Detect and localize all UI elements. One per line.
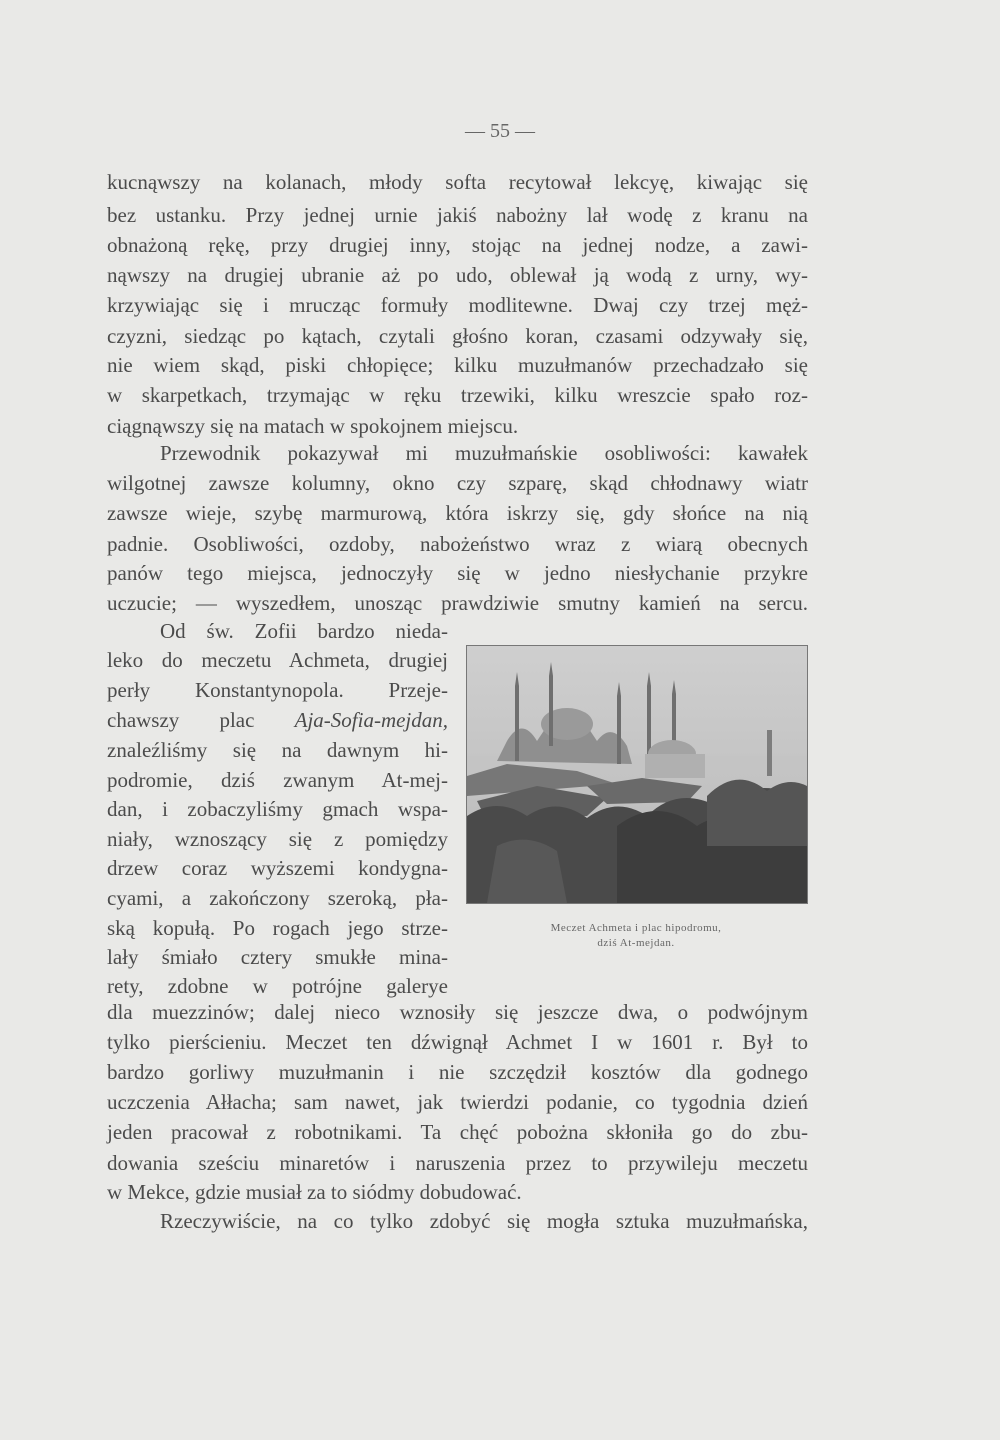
text-line: znaleźliśmy się na dawnym hi-: [107, 738, 448, 762]
text-line: ską kopułą. Po rogach jego strze-: [107, 916, 448, 940]
text-line: kucnąwszy na kolanach, młody softa recytował lekcyę, kiwając się: [107, 170, 808, 194]
text-line: perły Konstantynopola. Przeje-: [107, 678, 448, 702]
page-number: — 55 —: [465, 120, 535, 142]
text-fragment: chawszy plac: [107, 708, 255, 732]
text-line: czyzni, siedząc po kątach, czytali głośno koran, czasami odzywały się,: [107, 324, 808, 348]
text-line: [107, 705, 448, 735]
text-line: rety, zdobne w potrójne galerye: [107, 974, 448, 998]
text-line: bez ustanku. Przy jednej urnie jakiś nabożny lał wodę z kranu na: [107, 203, 808, 227]
figure-caption-line-2: dziś At-mejdan.: [597, 937, 675, 949]
text-line: bardzo gorliwy muzułmanin i nie szczędził kosztów dla godnego: [107, 1060, 808, 1084]
text-line: obnażoną rękę, przy drugiej inny, stojąc na jednej nodze, a zawi-: [107, 233, 808, 257]
text-line: uczczenia Ałłacha; sam nawet, jak twierdzi podanie, co tygodnia dzień: [107, 1090, 808, 1114]
text-line: tylko pierścieniu. Meczet ten dźwignął Achmet I w 1601 r. Był to: [107, 1030, 808, 1054]
text-line: lały śmiało cztery smukłe mina-: [107, 945, 448, 969]
figure-caption-line-1: Meczet Achmeta i plac hipodromu,: [550, 922, 722, 934]
text-line: krzywiając się i mrucząc formuły modlitewne. Dwaj czy trzej męż-: [107, 293, 808, 317]
text-line: jeden pracował z robotnikami. Ta chęć pobożna skłoniła go do zbu-: [107, 1120, 808, 1144]
text-line: dan, i zobaczyliśmy gmach wspa-: [107, 797, 448, 821]
text-line: Od św. Zofii bardzo nieda-: [160, 619, 448, 643]
text-line: panów tego miejsca, jednoczyły się w jedno niesłychanie przykre: [107, 561, 808, 585]
text-line: Rzeczywiście, na co tylko zdobyć się mogła sztuka muzułmańska,: [160, 1209, 808, 1233]
text-line: Przewodnik pokazywał mi muzułmańskie osobliwości: kawałek: [160, 441, 808, 465]
text-line: w skarpetkach, trzymając w ręku trzewiki, kilku wreszcie spało roz-: [107, 383, 808, 407]
text-line: drzew coraz wyższemi kondygna-: [107, 856, 448, 880]
text-line: padnie. Osobliwości, ozdoby, nabożeństwo wraz z wiarą obecnych: [107, 532, 808, 556]
text-line: niały, wznoszący się z pomiędzy: [107, 827, 448, 851]
text-line: ciągnąwszy się na matach w spokojnem miejscu.: [107, 414, 519, 438]
text-line: uczucie; — wyszedłem, unosząc prawdziwie smutny kamień na sercu.: [107, 591, 808, 615]
italic-place-name: Aja-Sofia-mejdan,: [294, 708, 449, 732]
text-line: cyami, a zakończony szeroką, pła-: [107, 886, 448, 910]
text-line: leko do meczetu Achmeta, drugiej: [107, 648, 448, 672]
mosque-photograph: [466, 645, 808, 904]
text-line: w Mekce, gdzie musiał za to siódmy dobudować.: [107, 1180, 522, 1204]
text-line: dowania sześciu minaretów i naruszenia przez to przywileju meczetu: [107, 1151, 808, 1175]
text-line: nie wiem skąd, piski chłopięce; kilku muzułmanów przechadzało się: [107, 353, 808, 377]
text-line: dla muezzinów; dalej nieco wznosiły się jeszcze dwa, o podwójnym: [107, 1000, 808, 1024]
text-line: wilgotnej zawsze kolumny, okno czy szparę, skąd chłodnawy wiatr: [107, 471, 808, 495]
text-line: zawsze wieje, szybę marmurową, która iskrzy się, gdy słońce na nią: [107, 501, 808, 525]
text-line: podromie, dziś zwanym At-mej-: [107, 768, 448, 792]
text-line: nąwszy na drugiej ubranie aż po udo, oblewał ją wodą z urny, wy-: [107, 263, 808, 287]
